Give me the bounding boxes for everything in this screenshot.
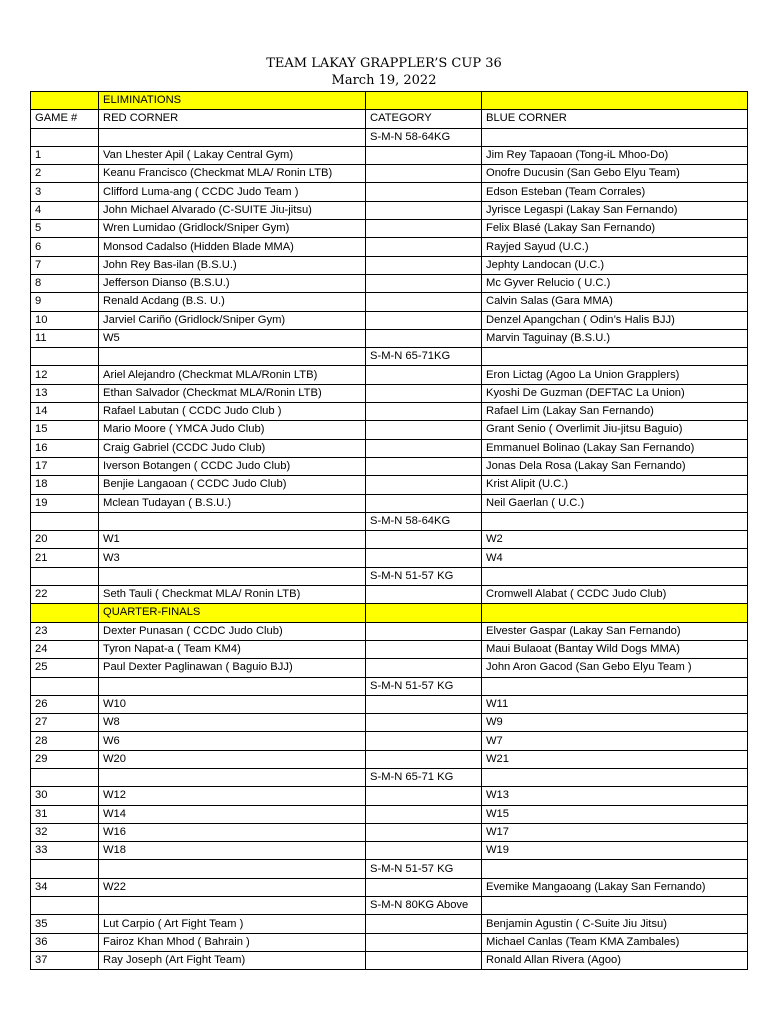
document-date: March 19, 2022 <box>331 73 437 88</box>
red-corner-fighter: Rafael Labutan ( CCDC Judo Club ) <box>99 403 366 421</box>
game-number: 29 <box>31 750 99 768</box>
category-cell <box>366 695 482 713</box>
blue-corner-fighter: W9 <box>482 714 748 732</box>
match-row <box>31 695 748 713</box>
red-corner-fighter: Van Lhester Apil ( Lakay Central Gym) <box>99 146 366 164</box>
red-corner-fighter: Jefferson Dianso (B.S.U.) <box>99 274 366 292</box>
blue-corner-cell <box>482 604 748 622</box>
red-corner-fighter: W14 <box>99 805 366 823</box>
red-corner-cell <box>99 512 366 530</box>
category-cell <box>366 256 482 274</box>
category-cell <box>366 549 482 567</box>
game-cell <box>31 92 99 110</box>
match-row <box>31 640 748 658</box>
blue-corner-fighter: Neil Gaerlan ( U.C.) <box>482 494 748 512</box>
red-corner-cell <box>99 348 366 366</box>
blue-corner-fighter: W13 <box>482 787 748 805</box>
game-number: 6 <box>31 238 99 256</box>
blue-corner-fighter: Krist Alipit (U.C.) <box>482 476 748 494</box>
category-cell <box>366 823 482 841</box>
game-number: 18 <box>31 476 99 494</box>
match-row <box>31 805 748 823</box>
category-label: S-M-N 58-64KG <box>366 128 482 146</box>
category-cell <box>366 201 482 219</box>
match-row <box>31 476 748 494</box>
red-corner-fighter: W6 <box>99 732 366 750</box>
game-number: 37 <box>31 951 99 969</box>
game-number: 31 <box>31 805 99 823</box>
red-corner-fighter: Benjie Langaoan ( CCDC Judo Club) <box>99 476 366 494</box>
game-number: 22 <box>31 586 99 604</box>
red-corner-fighter: Ray Joseph (Art Fight Team) <box>99 951 366 969</box>
category-label: S-M-N 51-57 KG <box>366 567 482 585</box>
red-corner-fighter: Ariel Alejandro (Checkmat MLA/Ronin LTB) <box>99 366 366 384</box>
red-corner-cell <box>99 677 366 695</box>
category-row <box>31 677 748 695</box>
game-number: 17 <box>31 457 99 475</box>
blue-corner-fighter: Maui Bulaoat (Bantay Wild Dogs MMA) <box>482 640 748 658</box>
category-cell <box>366 457 482 475</box>
red-corner-cell <box>99 128 366 146</box>
game-number: 3 <box>31 183 99 201</box>
red-corner-fighter: W8 <box>99 714 366 732</box>
match-row <box>31 457 748 475</box>
section-row <box>31 92 748 110</box>
category-cell <box>366 439 482 457</box>
match-row <box>31 659 748 677</box>
category-cell <box>366 220 482 238</box>
category-label: S-M-N 51-57 KG <box>366 677 482 695</box>
red-corner-fighter: Fairoz Khan Mhod ( Bahrain ) <box>99 933 366 951</box>
match-row <box>31 403 748 421</box>
match-row <box>31 146 748 164</box>
match-row <box>31 421 748 439</box>
category-cell <box>366 274 482 292</box>
red-corner-fighter: Seth Tauli ( Checkmat MLA/ Ronin LTB) <box>99 586 366 604</box>
blue-corner-fighter: Rayjed Sayud (U.C.) <box>482 238 748 256</box>
category-cell <box>366 403 482 421</box>
red-corner-fighter: W20 <box>99 750 366 768</box>
red-corner-fighter: W12 <box>99 787 366 805</box>
match-row <box>31 201 748 219</box>
game-number: 33 <box>31 842 99 860</box>
category-label: S-M-N 51-57 KG <box>366 860 482 878</box>
blue-corner-fighter: W19 <box>482 842 748 860</box>
match-row <box>31 366 748 384</box>
red-corner-fighter: Renald Acdang (B.S. U.) <box>99 293 366 311</box>
game-number: 10 <box>31 311 99 329</box>
section-label: QUARTER-FINALS <box>99 604 366 622</box>
category-cell <box>366 329 482 347</box>
blue-corner-fighter: Emmanuel Bolinao (Lakay San Fernando) <box>482 439 748 457</box>
category-label: S-M-N 65-71 KG <box>366 768 482 786</box>
red-corner-fighter: Mclean Tudayan ( B.S.U.) <box>99 494 366 512</box>
blue-corner-fighter: W17 <box>482 823 748 841</box>
category-cell <box>366 714 482 732</box>
match-row <box>31 915 748 933</box>
match-row <box>31 586 748 604</box>
game-number: 1 <box>31 146 99 164</box>
game-number: 20 <box>31 531 99 549</box>
category-cell <box>366 933 482 951</box>
blue-corner-fighter: Mc Gyver Relucio ( U.C.) <box>482 274 748 292</box>
blue-corner-fighter: Calvin Salas (Gara MMA) <box>482 293 748 311</box>
red-corner-cell <box>99 897 366 915</box>
blue-corner-fighter: W4 <box>482 549 748 567</box>
blue-corner-fighter: W2 <box>482 531 748 549</box>
match-row <box>31 933 748 951</box>
match-row <box>31 220 748 238</box>
category-cell <box>366 531 482 549</box>
match-row <box>31 494 748 512</box>
red-corner-fighter: Dexter Punasan ( CCDC Judo Club) <box>99 622 366 640</box>
category-row <box>31 897 748 915</box>
red-corner-fighter: W16 <box>99 823 366 841</box>
game-number: 30 <box>31 787 99 805</box>
red-corner-fighter: Keanu Francisco (Checkmat MLA/ Ronin LTB) <box>99 165 366 183</box>
game-number: 27 <box>31 714 99 732</box>
red-corner-fighter: Tyron Napat-a ( Team KM4) <box>99 640 366 658</box>
blue-corner-fighter: Ronald Allan Rivera (Agoo) <box>482 951 748 969</box>
category-cell <box>366 842 482 860</box>
game-number: 28 <box>31 732 99 750</box>
category-cell <box>366 421 482 439</box>
game-number: 5 <box>31 220 99 238</box>
blue-corner-fighter: Jim Rey Tapaoan (Tong-iL Mhoo-Do) <box>482 146 748 164</box>
blue-corner-fighter: W7 <box>482 732 748 750</box>
red-corner-fighter: John Rey Bas-ilan (B.S.U.) <box>99 256 366 274</box>
match-schedule-body <box>31 92 748 970</box>
match-row <box>31 293 748 311</box>
category-cell <box>366 604 482 622</box>
blue-corner-fighter: Cromwell Alabat ( CCDC Judo Club) <box>482 586 748 604</box>
category-row <box>31 512 748 530</box>
blue-corner-fighter: Michael Canlas (Team KMA Zambales) <box>482 933 748 951</box>
match-row <box>31 878 748 896</box>
category-cell <box>366 476 482 494</box>
game-number: 16 <box>31 439 99 457</box>
category-cell <box>366 165 482 183</box>
match-row <box>31 622 748 640</box>
game-number: 34 <box>31 878 99 896</box>
match-row <box>31 714 748 732</box>
category-label: S-M-N 80KG Above <box>366 897 482 915</box>
category-label: S-M-N 58-64KG <box>366 512 482 530</box>
blue-corner-fighter: Rafael Lim (Lakay San Fernando) <box>482 403 748 421</box>
category-cell <box>366 238 482 256</box>
blue-corner-fighter: John Aron Gacod (San Gebo Elyu Team ) <box>482 659 748 677</box>
blue-corner-fighter: Grant Senio ( Overlimit Jiu-jitsu Baguio) <box>482 421 748 439</box>
blue-corner-cell <box>482 348 748 366</box>
category-cell <box>366 787 482 805</box>
blue-corner-cell <box>482 897 748 915</box>
section-label: ELIMINATIONS <box>99 92 366 110</box>
category-cell <box>366 640 482 658</box>
game-number: 2 <box>31 165 99 183</box>
category-cell <box>366 183 482 201</box>
category-row <box>31 860 748 878</box>
blue-corner-fighter: Felix Blasé (Lakay San Fernando) <box>482 220 748 238</box>
game-cell <box>31 512 99 530</box>
match-row <box>31 439 748 457</box>
red-corner-fighter: Monsod Cadalso (Hidden Blade MMA) <box>99 238 366 256</box>
blue-corner-fighter: Elvester Gaspar (Lakay San Fernando) <box>482 622 748 640</box>
red-corner-fighter: Lut Carpio ( Art Fight Team ) <box>99 915 366 933</box>
blue-corner-fighter: W11 <box>482 695 748 713</box>
category-cell <box>366 951 482 969</box>
blue-corner-cell <box>482 860 748 878</box>
match-row <box>31 823 748 841</box>
match-row <box>31 531 748 549</box>
game-number: 15 <box>31 421 99 439</box>
game-cell <box>31 567 99 585</box>
section-row <box>31 604 748 622</box>
match-row <box>31 384 748 402</box>
blue-corner-fighter: Benjamin Agustin ( C-Suite Jiu Jitsu) <box>482 915 748 933</box>
header-red-corner: RED CORNER <box>99 110 366 128</box>
game-number: 23 <box>31 622 99 640</box>
game-cell <box>31 677 99 695</box>
game-number: 7 <box>31 256 99 274</box>
blue-corner-cell <box>482 768 748 786</box>
red-corner-fighter: Mario Moore ( YMCA Judo Club) <box>99 421 366 439</box>
game-number: 14 <box>31 403 99 421</box>
game-number: 8 <box>31 274 99 292</box>
category-row <box>31 128 748 146</box>
blue-corner-fighter: Kyoshi De Guzman (DEFTAC La Union) <box>482 384 748 402</box>
blue-corner-fighter: Onofre Ducusin (San Gebo Elyu Team) <box>482 165 748 183</box>
blue-corner-cell <box>482 677 748 695</box>
red-corner-fighter: Ethan Salvador (Checkmat MLA/Ronin LTB) <box>99 384 366 402</box>
game-number: 36 <box>31 933 99 951</box>
red-corner-fighter: W10 <box>99 695 366 713</box>
blue-corner-cell <box>482 128 748 146</box>
red-corner-fighter: Iverson Botangen ( CCDC Judo Club) <box>99 457 366 475</box>
red-corner-cell <box>99 768 366 786</box>
game-number: 4 <box>31 201 99 219</box>
game-cell <box>31 897 99 915</box>
game-cell <box>31 768 99 786</box>
blue-corner-cell <box>482 92 748 110</box>
category-cell <box>366 146 482 164</box>
header-category: CATEGORY <box>366 110 482 128</box>
category-cell <box>366 494 482 512</box>
category-row <box>31 768 748 786</box>
game-number: 21 <box>31 549 99 567</box>
category-cell <box>366 384 482 402</box>
blue-corner-fighter: Evemike Mangaoang (Lakay San Fernando) <box>482 878 748 896</box>
category-cell <box>366 732 482 750</box>
red-corner-fighter: W18 <box>99 842 366 860</box>
blue-corner-fighter: Jyrisce Legaspi (Lakay San Fernando) <box>482 201 748 219</box>
red-corner-fighter: W5 <box>99 329 366 347</box>
blue-corner-fighter: Eron Lictag (Agoo La Union Grapplers) <box>482 366 748 384</box>
red-corner-fighter: Clifford Luma-ang ( CCDC Judo Team ) <box>99 183 366 201</box>
match-row <box>31 165 748 183</box>
blue-corner-fighter: Marvin Taguinay (B.S.U.) <box>482 329 748 347</box>
red-corner-fighter: John Michael Alvarado (C-SUITE Jiu-jitsu) <box>99 201 366 219</box>
game-number: 25 <box>31 659 99 677</box>
category-cell <box>366 293 482 311</box>
category-cell <box>366 622 482 640</box>
category-cell <box>366 586 482 604</box>
blue-corner-fighter: W15 <box>482 805 748 823</box>
match-row <box>31 238 748 256</box>
game-number: 11 <box>31 329 99 347</box>
match-row <box>31 842 748 860</box>
match-row <box>31 732 748 750</box>
header-row <box>31 110 748 128</box>
red-corner-fighter: Craig Gabriel (CCDC Judo Club) <box>99 439 366 457</box>
blue-corner-fighter: Jonas Dela Rosa (Lakay San Fernando) <box>482 457 748 475</box>
blue-corner-fighter: W21 <box>482 750 748 768</box>
document-title: TEAM LAKAY GRAPPLER’S CUP 36 <box>266 56 502 71</box>
game-number: 32 <box>31 823 99 841</box>
red-corner-fighter: Jarviel Cariño (Gridlock/Sniper Gym) <box>99 311 366 329</box>
game-number: 26 <box>31 695 99 713</box>
game-number: 13 <box>31 384 99 402</box>
blue-corner-fighter: Denzel Apangchan ( Odin’s Halis BJJ) <box>482 311 748 329</box>
red-corner-fighter: W3 <box>99 549 366 567</box>
game-cell <box>31 348 99 366</box>
blue-corner-fighter: Jephty Landocan (U.C.) <box>482 256 748 274</box>
red-corner-fighter: Wren Lumidao (Gridlock/Sniper Gym) <box>99 220 366 238</box>
match-row <box>31 274 748 292</box>
match-row <box>31 256 748 274</box>
game-number: 35 <box>31 915 99 933</box>
category-row <box>31 567 748 585</box>
match-row <box>31 549 748 567</box>
match-row <box>31 311 748 329</box>
blue-corner-fighter: Edson Esteban (Team Corrales) <box>482 183 748 201</box>
match-row <box>31 183 748 201</box>
red-corner-fighter: Paul Dexter Paglinawan ( Baguio BJJ) <box>99 659 366 677</box>
category-cell <box>366 750 482 768</box>
game-number: 9 <box>31 293 99 311</box>
game-number: 19 <box>31 494 99 512</box>
header-blue-corner: BLUE CORNER <box>482 110 748 128</box>
category-cell <box>366 92 482 110</box>
category-cell <box>366 915 482 933</box>
game-cell <box>31 604 99 622</box>
match-row <box>31 787 748 805</box>
blue-corner-cell <box>482 567 748 585</box>
category-label: S-M-N 65-71KG <box>366 348 482 366</box>
match-row <box>31 750 748 768</box>
match-row <box>31 329 748 347</box>
category-cell <box>366 311 482 329</box>
category-row <box>31 348 748 366</box>
game-number: 12 <box>31 366 99 384</box>
game-number: 24 <box>31 640 99 658</box>
blue-corner-cell <box>482 512 748 530</box>
category-cell <box>366 366 482 384</box>
red-corner-fighter: W22 <box>99 878 366 896</box>
game-cell <box>31 128 99 146</box>
category-cell <box>366 805 482 823</box>
match-schedule-table <box>30 91 748 970</box>
red-corner-cell <box>99 567 366 585</box>
red-corner-fighter: W1 <box>99 531 366 549</box>
category-cell <box>366 878 482 896</box>
header-game: GAME # <box>31 110 99 128</box>
category-cell <box>366 659 482 677</box>
match-row <box>31 951 748 969</box>
red-corner-cell <box>99 860 366 878</box>
game-cell <box>31 860 99 878</box>
